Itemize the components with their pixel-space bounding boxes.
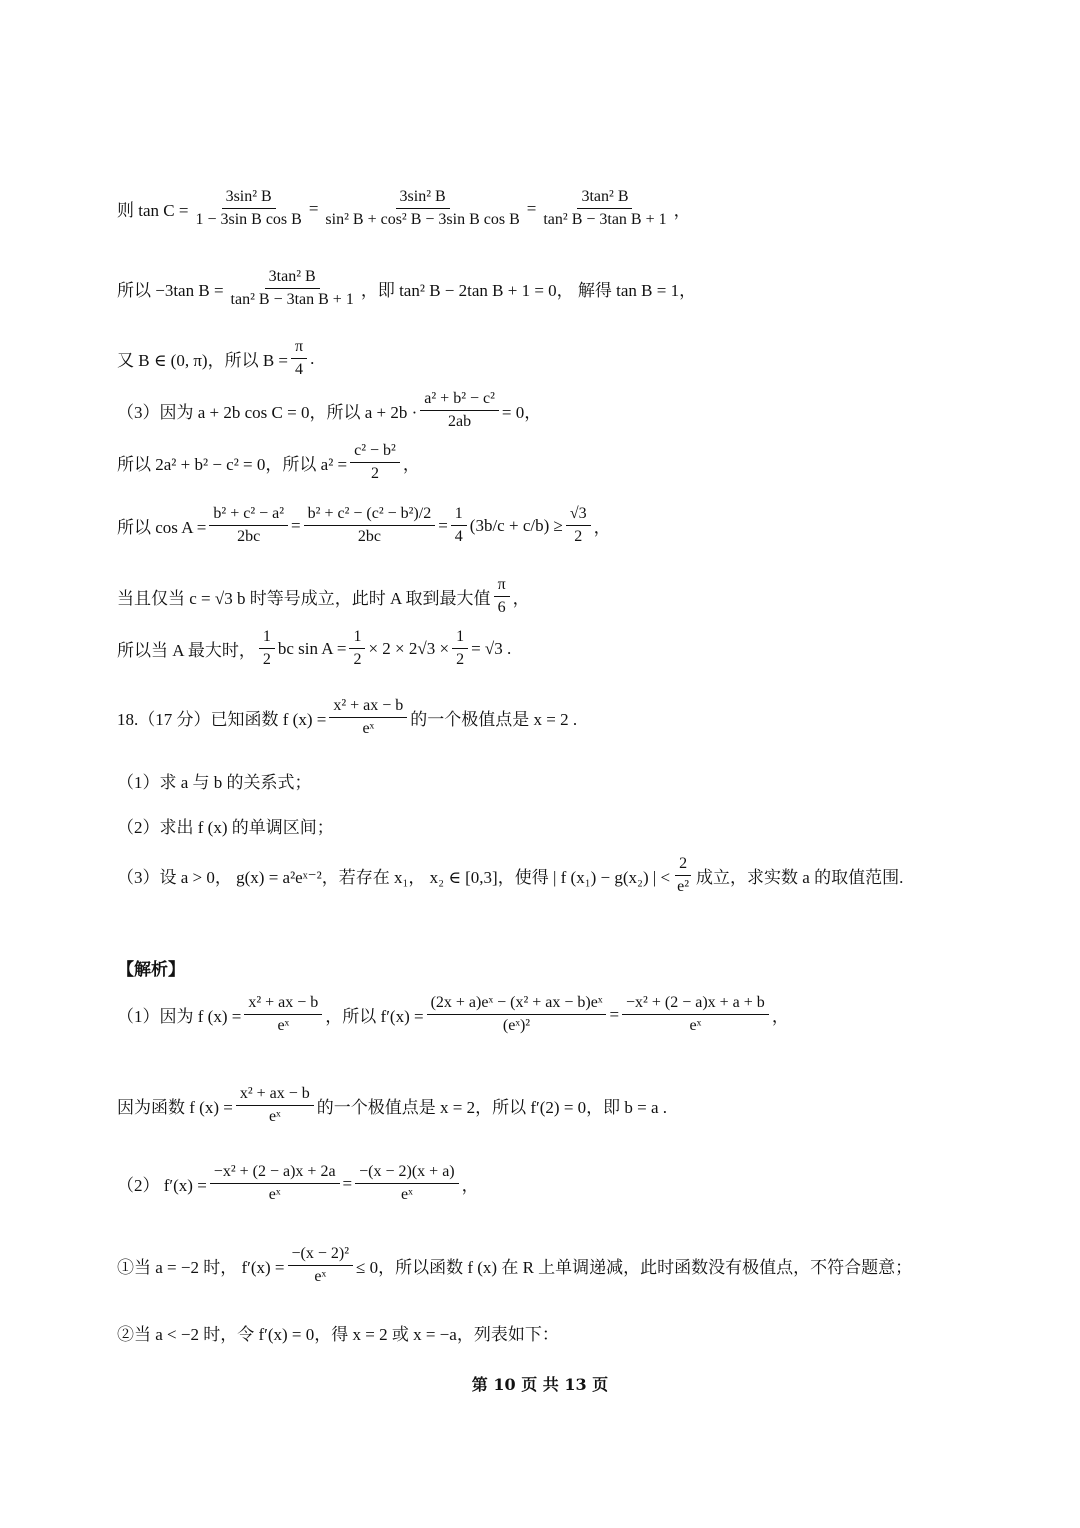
text: （3）设 a > 0， g(x) = a²eˣ⁻²，若存在 x₁， x₂ ∈ [0,3]，使得 | f (x₁) − g(x₂) | <: [117, 868, 671, 888]
numerator: 1: [451, 505, 467, 526]
equals: =: [308, 198, 319, 218]
fraction: [227, 268, 358, 310]
text: 【解析】: [117, 960, 185, 979]
denominator: 2: [574, 528, 583, 546]
denominator: 2: [262, 651, 271, 669]
equals: =: [342, 1173, 353, 1193]
derivative-computation: [117, 994, 789, 1036]
fraction: [673, 855, 693, 897]
text: × 2 × 2√3 ×: [368, 638, 450, 658]
text: bc sin A =: [277, 638, 347, 658]
denominator: 6: [497, 599, 506, 617]
fraction: [291, 338, 307, 380]
denominator: 2: [456, 651, 465, 669]
text: 当且仅当 c = √3 b 时等号成立，此时 A 取到最大值: [117, 589, 491, 609]
fraction: [288, 1245, 354, 1287]
text: 所以 cos A =: [117, 518, 207, 538]
numerator: x² + ax − b: [244, 994, 322, 1015]
equals: =: [609, 1004, 620, 1024]
numerator: 1: [349, 628, 365, 649]
fraction: [304, 505, 436, 547]
equals: =: [291, 515, 301, 535]
text: 的一个极值点是 x = 2，所以 f′(2) = 0，即 b = a .: [316, 1098, 668, 1118]
fraction: [451, 505, 467, 547]
fraction: [494, 576, 510, 618]
equation-b-value: [117, 338, 314, 380]
text: ②当 a < −2 时，令 f′(x) = 0，得 x = 2 或 x = −a，列表如下：: [117, 1325, 559, 1344]
fraction: [566, 505, 591, 547]
text: ，: [461, 1176, 479, 1196]
text: 的一个极值点是 x = 2 .: [410, 710, 578, 730]
denominator: 4: [295, 361, 304, 379]
text: .: [310, 348, 315, 368]
denominator: eˣ: [268, 1108, 281, 1126]
text: 所以当 A 最大时，: [117, 641, 256, 661]
fraction: [350, 442, 400, 484]
analysis-heading: [117, 955, 185, 980]
denominator: 2ab: [448, 413, 472, 431]
fraction: [355, 1163, 458, 1205]
denominator: 2: [370, 465, 379, 483]
numerator: 3tan² B: [577, 188, 632, 209]
numerator: 3sin² B: [396, 188, 450, 209]
problem-18-statement: [117, 697, 577, 739]
fraction: [191, 188, 305, 230]
numerator: c² − b²: [350, 442, 400, 463]
page-footer: 第 10 页 共 13 页: [471, 1375, 609, 1394]
numerator: b² + c² − (c² − b²)/2: [304, 505, 436, 526]
text: （1）因为 f (x) =: [117, 1007, 242, 1027]
part3-start: [117, 390, 541, 432]
equation-a-squared: [117, 442, 420, 484]
fraction: [539, 188, 670, 230]
denominator: sin² B + cos² B − 3sin B cos B: [325, 211, 520, 229]
denominator: eˣ: [277, 1017, 290, 1035]
equation-cos-a: [117, 505, 611, 547]
text: ，: [512, 589, 530, 609]
denominator: e²: [677, 878, 690, 896]
area-result: [117, 628, 511, 670]
denominator: (eˣ)²: [502, 1017, 531, 1035]
denominator: eˣ: [268, 1186, 281, 1204]
numerator: √3: [566, 505, 591, 526]
text: 成立，求实数 a 的取值范围.: [696, 868, 904, 888]
denominator: tan² B − 3tan B + 1: [230, 291, 354, 309]
text: = 0，: [501, 403, 542, 423]
text: ①当 a = −2 时， f′(x) =: [117, 1258, 285, 1278]
fraction: [210, 1163, 340, 1205]
denominator: 2bc: [237, 528, 261, 546]
text: ，: [593, 518, 611, 538]
fraction: [452, 628, 468, 670]
denominator: eˣ: [362, 720, 375, 738]
equals: =: [438, 515, 448, 535]
denominator: 2: [353, 651, 362, 669]
equation-tan-c: [117, 188, 691, 230]
problem-18-part3: [117, 855, 903, 897]
equation-tan-b: [117, 268, 696, 310]
text: （2） f′(x) =: [117, 1176, 207, 1196]
denominator: 1 − 3sin B cos B: [195, 211, 302, 229]
numerator: (2x + a)eˣ − (x² + ax − b)eˣ: [427, 994, 607, 1015]
numerator: 1: [259, 628, 275, 649]
equals: =: [526, 198, 537, 218]
denominator: eˣ: [689, 1017, 702, 1035]
fraction: [321, 188, 523, 230]
derivative-factored: [117, 1163, 479, 1205]
text: ，即 tan² B − 2tan B + 1 = 0， 解得 tan B = 1，: [360, 281, 697, 301]
fraction: [236, 1085, 314, 1127]
text: 所以 −3tan B =: [117, 281, 224, 301]
numerator: 2: [675, 855, 691, 876]
numerator: 3sin² B: [222, 188, 276, 209]
denominator: eˣ: [314, 1268, 327, 1286]
numerator: −x² + (2 − a)x + a + b: [622, 994, 769, 1015]
fraction: [349, 628, 365, 670]
extremum-condition: [117, 1085, 667, 1127]
denominator: eˣ: [401, 1186, 413, 1204]
numerator: −(x − 2)(x + a): [355, 1163, 458, 1184]
fraction: [622, 994, 769, 1036]
numerator: x² + ax − b: [329, 697, 407, 718]
case-a-less-than-minus-2: [117, 1320, 559, 1345]
text: 又 B ∈ (0, π)，所以 B =: [117, 351, 289, 371]
text: 所以 2a² + b² − c² = 0，所以 a² =: [117, 455, 348, 475]
text: ≤ 0，所以函数 f (x) 在 R 上单调递减，此时函数没有极值点，不符合题意；: [356, 1258, 913, 1278]
numerator: −x² + (2 − a)x + 2a: [210, 1163, 340, 1184]
fraction: [244, 994, 322, 1036]
numerator: x² + ax − b: [236, 1085, 314, 1106]
fraction: [209, 505, 288, 547]
text: （1）求 a 与 b 的关系式；: [117, 773, 312, 792]
numerator: π: [494, 576, 510, 597]
denominator: 4: [454, 528, 463, 546]
problem-18-part2: [117, 813, 334, 838]
fraction: [329, 697, 407, 739]
fraction: [420, 390, 499, 432]
text: ，: [402, 455, 420, 475]
text: 因为函数 f (x) =: [117, 1098, 233, 1118]
text: 则 tan C =: [117, 201, 189, 221]
text: （3）因为 a + 2b cos C = 0，所以 a + 2b ·: [117, 403, 418, 423]
fraction: [427, 994, 607, 1036]
case-a-equals-minus-2: [117, 1245, 912, 1287]
denominator: 2bc: [357, 528, 381, 546]
text: 18.（17 分）已知函数 f (x) =: [117, 710, 327, 730]
text: （2）求出 f (x) 的单调区间；: [117, 818, 334, 837]
problem-18-part1: [117, 768, 312, 793]
text: = √3 .: [471, 638, 512, 658]
text: (3b/c + c/b) ≥: [469, 515, 563, 535]
text: ，: [673, 201, 691, 221]
text: ，: [771, 1007, 789, 1027]
numerator: 3tan² B: [265, 268, 320, 289]
numerator: b² + c² − a²: [209, 505, 288, 526]
fraction: [259, 628, 275, 670]
numerator: π: [291, 338, 307, 359]
numerator: −(x − 2)²: [288, 1245, 354, 1266]
numerator: 1: [452, 628, 468, 649]
numerator: a² + b² − c²: [420, 390, 499, 411]
text: ，所以 f′(x) =: [325, 1007, 424, 1027]
denominator: tan² B − 3tan B + 1: [543, 211, 667, 229]
equality-condition: [117, 576, 530, 618]
